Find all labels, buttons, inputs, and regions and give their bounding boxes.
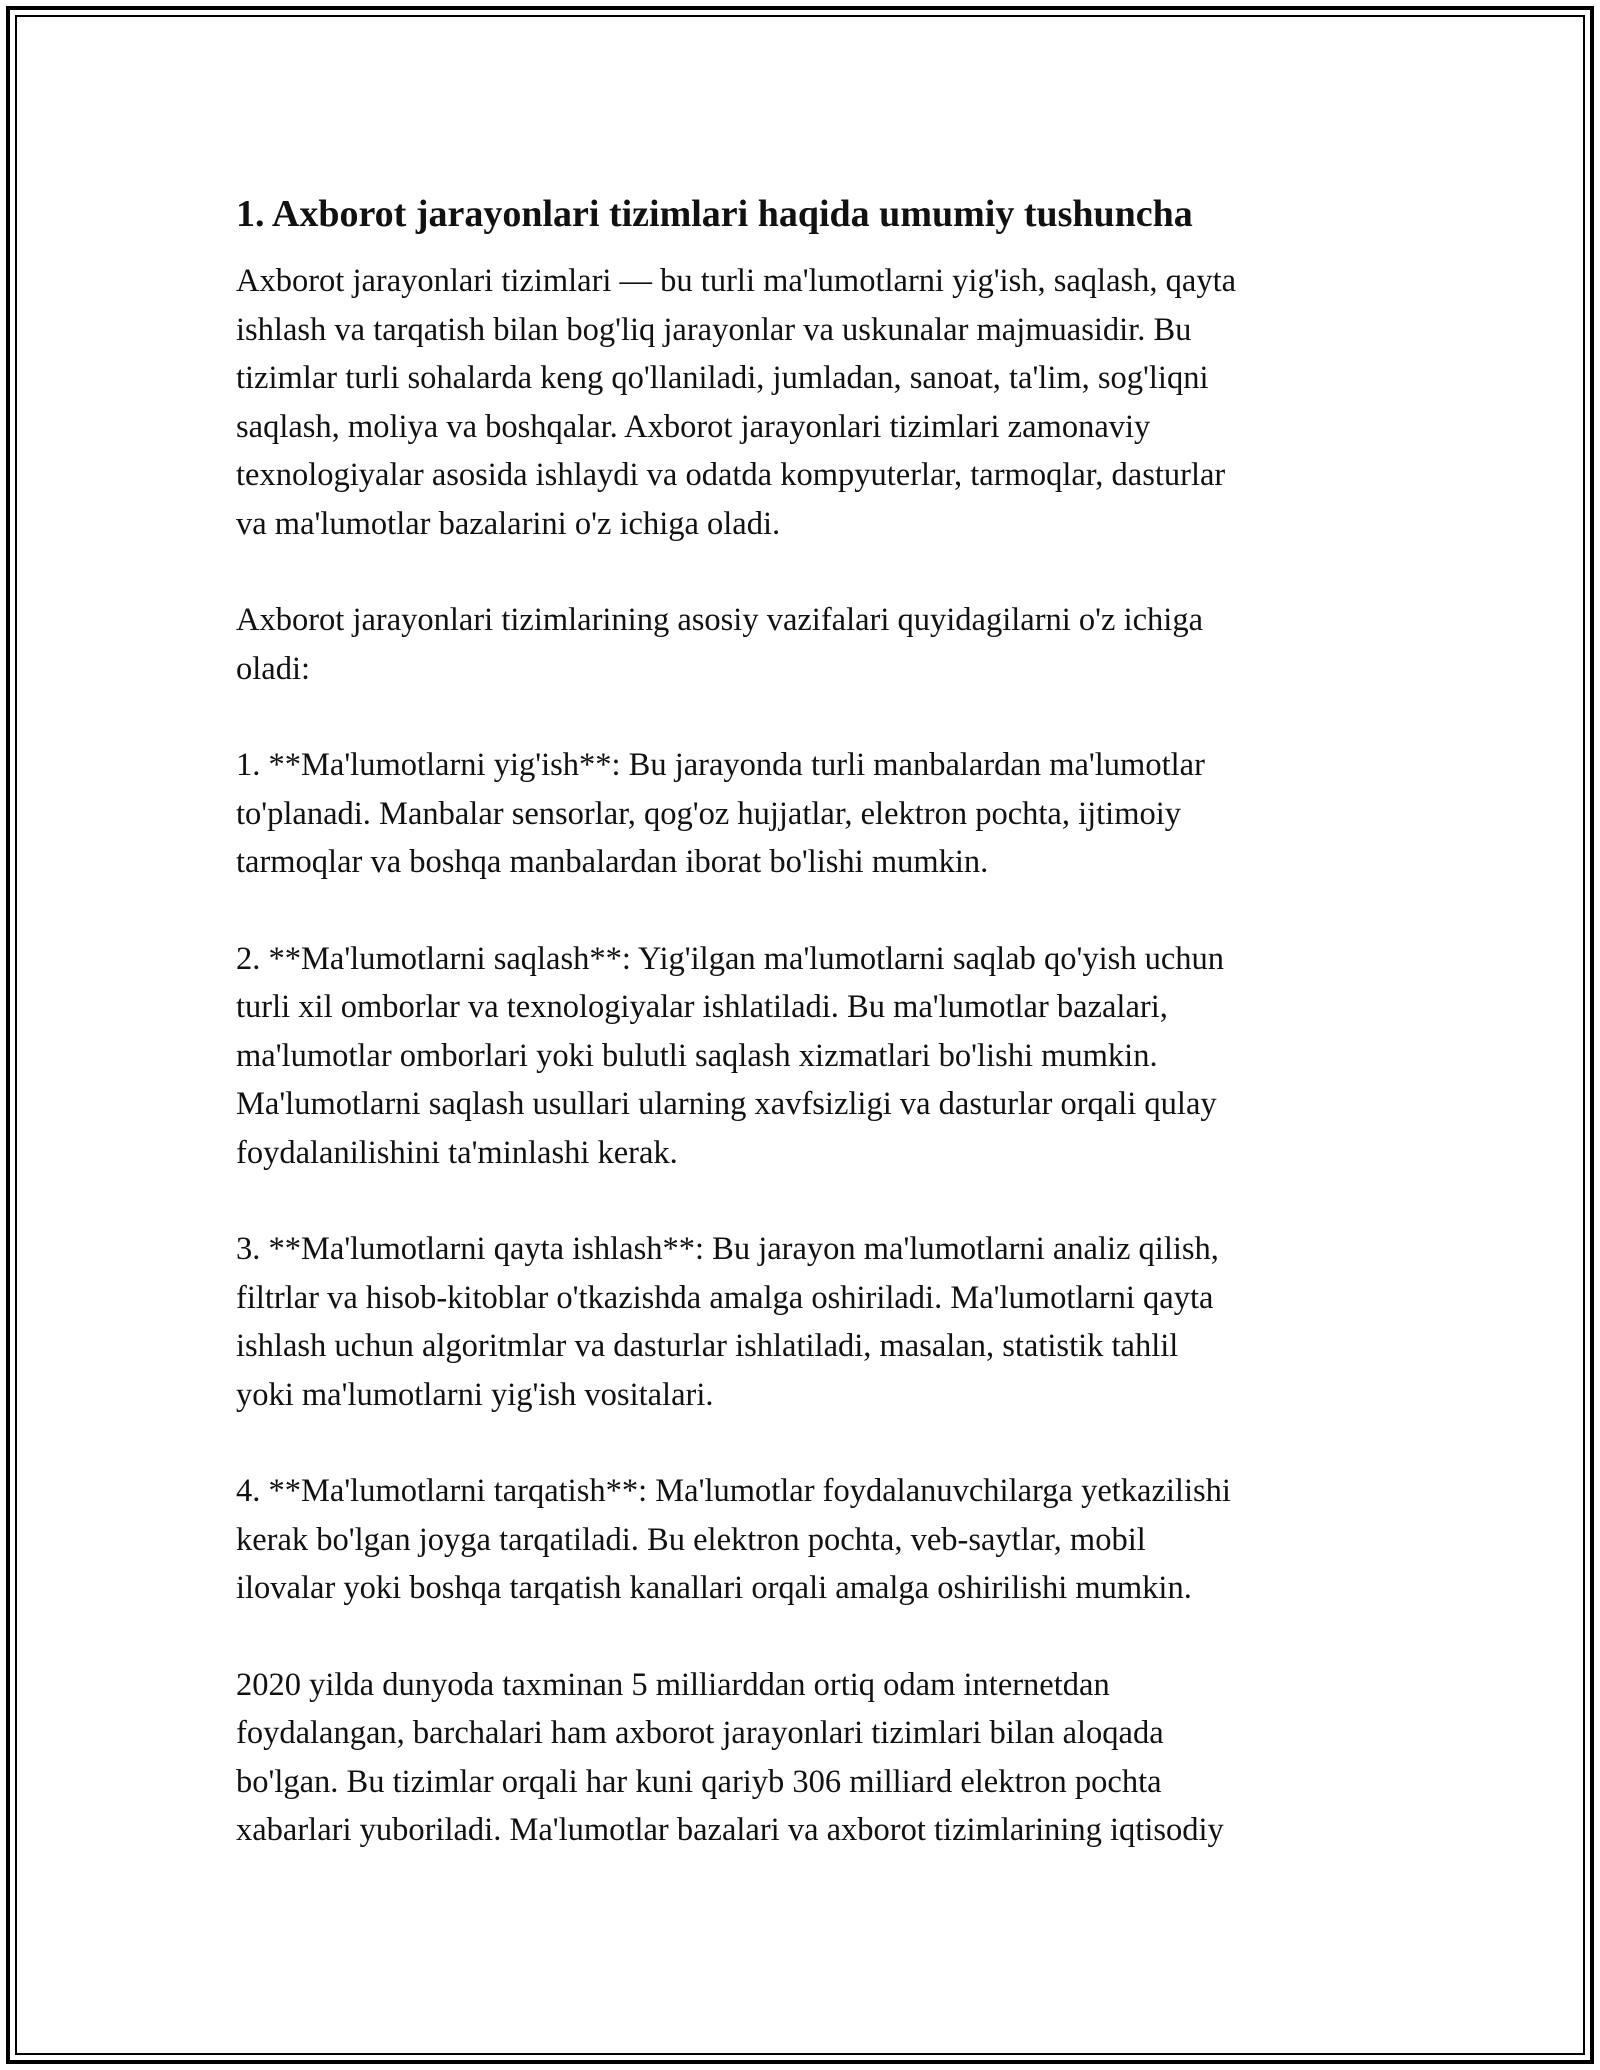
line: filtrlar va hisob-kitoblar o'tkazishda amalga oshiriladi. Ma'lumotlarni qayta	[236, 1279, 1214, 1316]
line: bo'lgan. Bu tizimlar orqali har kuni qariyb 306 milliard elektron pochta	[236, 1763, 1162, 1800]
line: ma'lumotlar omborlari yoki bulutli saqlash xizmatlari bo'lishi mumkin.	[236, 1037, 1158, 1074]
paragraph-item-2	[236, 935, 1376, 1178]
paragraph-functions-intro	[236, 596, 1376, 693]
line: kerak bo'lgan joyga tarqatiladi. Bu elektron pochta, veb-saytlar, mobil	[236, 1521, 1146, 1558]
spacer	[236, 887, 1376, 935]
line: Axborot jarayonlari tizimlari — bu turli ma'lumotlarni yig'ish, saqlash, qayta	[236, 263, 1237, 299]
spacer	[236, 1613, 1376, 1661]
line: ilovalar yoki boshqa tarqatish kanallari orqali amalga oshirilishi mumkin.	[236, 1570, 1192, 1606]
line: texnologiyalar asosida ishlaydi va odatda kompyuterlar, tarmoqlar, dasturlar	[236, 457, 1226, 493]
spacer	[236, 1419, 1376, 1467]
paragraph-statistics	[236, 1661, 1376, 1855]
line: va ma'lumotlar bazalarini o'z ichiga oladi.	[236, 505, 781, 542]
line: to'planadi. Manbalar sensorlar, qog'oz hujjatlar, elektron pochta, ijtimoiy	[236, 795, 1182, 832]
line: turli xil omborlar va texnologiyalar ishlatiladi. Bu ma'lumotlar bazalari,	[236, 989, 1168, 1025]
line: foydalangan, barchalari ham axborot jarayonlari tizimlari bilan aloqada	[236, 1715, 1164, 1751]
line: ishlash va tarqatish bilan bog'liq jarayonlar va uskunalar majmuasidir. Bu	[236, 311, 1192, 348]
line: 3. **Ma'lumotlarni qayta ishlash**: Bu jarayon ma'lumotlarni analiz qilish,	[236, 1231, 1219, 1267]
line: ishlash uchun algoritmlar va dasturlar ishlatiladi, masalan, statistik tahlil	[236, 1328, 1179, 1364]
paragraph-intro	[236, 257, 1376, 548]
line: Axborot jarayonlari tizimlarining asosiy vazifalari quyidagilarni o'z ichiga	[236, 602, 1204, 638]
spacer	[236, 1177, 1376, 1225]
line: tizimlar turli sohalarda keng qo'llaniladi, jumladan, sanoat, ta'lim, sog'liqni	[236, 360, 1209, 396]
paragraph-item-1	[236, 741, 1376, 887]
line: saqlash, moliya va boshqalar. Axborot jarayonlari tizimlari zamonaviy	[236, 408, 1151, 445]
line: xabarlari yuboriladi. Ma'lumotlar bazalari va axborot tizimlarining iqtisodiy	[236, 1812, 1224, 1848]
spacer	[236, 693, 1376, 741]
paragraph-item-4	[236, 1467, 1376, 1613]
spacer	[236, 548, 1376, 596]
spacer	[236, 240, 1376, 257]
line: yoki ma'lumotlarni yig'ish vositalari.	[236, 1376, 714, 1413]
line: oladi:	[236, 650, 311, 687]
document-body	[236, 188, 1376, 1855]
paragraph-item-3	[236, 1225, 1376, 1419]
line: Ma'lumotlarni saqlash usullari ularning xavfsizligi va dasturlar orqali qulay	[236, 1086, 1217, 1122]
line: 2. **Ma'lumotlarni saqlash**: Yig'ilgan ma'lumotlarni saqlab qo'yish uchun	[236, 940, 1225, 977]
line: 4. **Ma'lumotlarni tarqatish**: Ma'lumotlar foydalanuvchilarga yetkazilishi	[236, 1473, 1231, 1509]
section-heading: 1. Axborot jarayonlari tizimlari haqida umumiy tushuncha	[236, 193, 1193, 235]
line: foydalanilishini ta'minlashi kerak.	[236, 1134, 678, 1171]
line: 2020 yilda dunyoda taxminan 5 milliarddan ortiq odam internetdan	[236, 1666, 1110, 1703]
line: 1. **Ma'lumotlarni yig'ish**: Bu jarayonda turli manbalardan ma'lumotlar	[236, 747, 1205, 783]
line: tarmoqlar va boshqa manbalardan iborat bo'lishi mumkin.	[236, 844, 989, 880]
